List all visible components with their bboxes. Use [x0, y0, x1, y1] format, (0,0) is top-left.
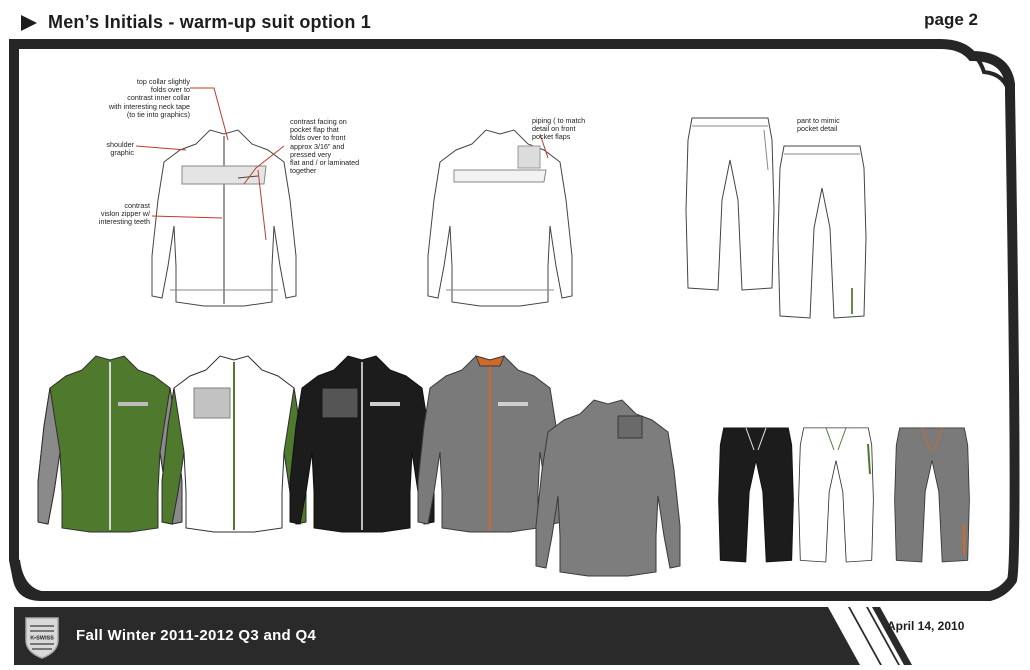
page-title: Men’s Initials - warm-up suit option 1: [48, 12, 371, 32]
page-number: page 2: [924, 10, 978, 29]
note-shoulder: shoulder graphic: [106, 140, 134, 158]
date-label: April 14, 2010: [887, 619, 965, 633]
note-collar: top collar slightly folds over to contrast inner collar with interesting neck tape (to tie into graphics): [108, 77, 190, 119]
season-label: Fall Winter 2011-2012 Q3 and Q4: [76, 627, 317, 644]
kswiss-shield-logo: [22, 614, 62, 660]
svg-text:K•SWISS: K•SWISS: [30, 635, 54, 642]
note-pant: pant to mimic pocket detail: [797, 116, 840, 134]
footer-stripes: [828, 607, 1018, 665]
note-piping: piping ( to match detail on front pocket flaps: [532, 116, 586, 142]
note-pocket-flap: contrast facing on pocket flap that folds over to front approx 3/16” and pressed very flat and / or laminated together: [290, 117, 360, 176]
note-zipper: contrast vislon zipper w/ interesting teeth: [98, 201, 150, 227]
